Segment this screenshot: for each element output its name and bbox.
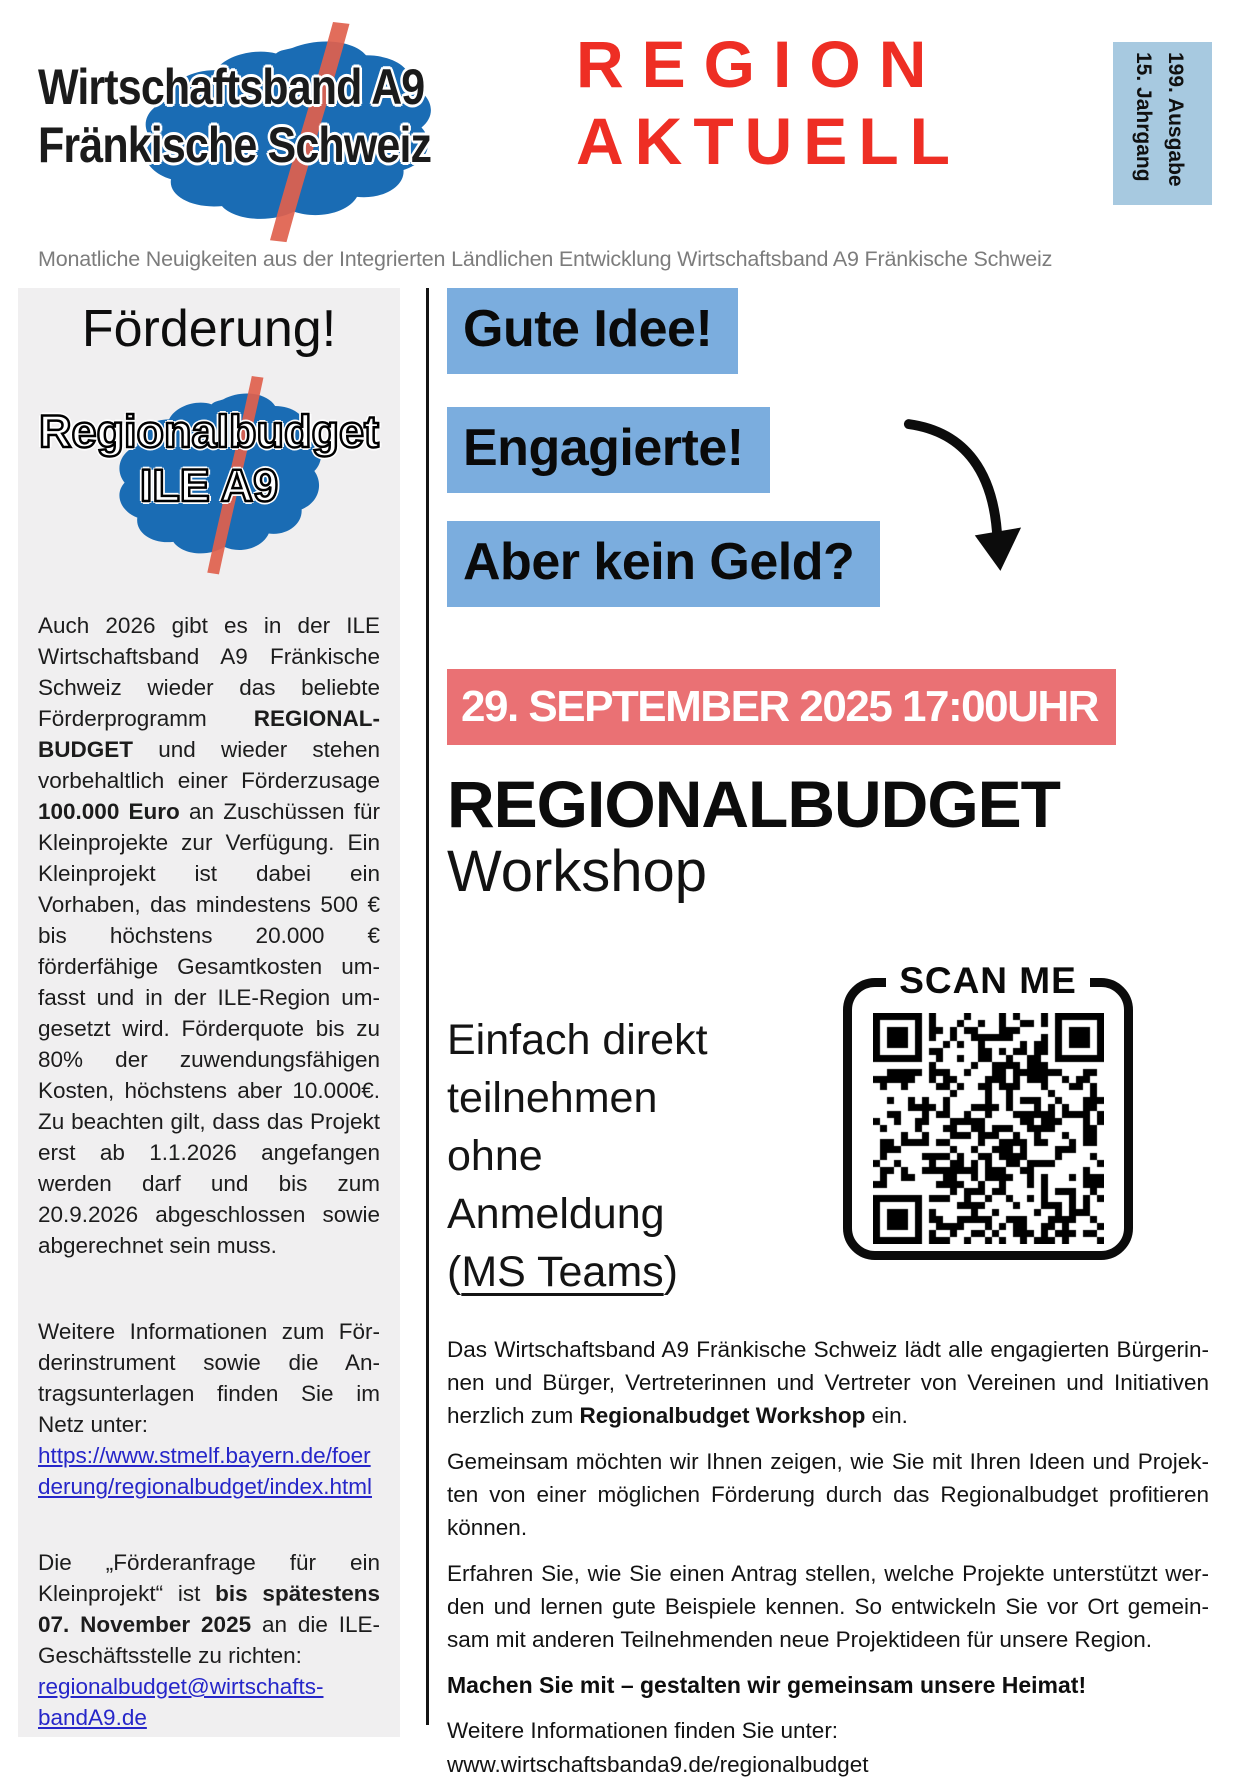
issue-info-box	[1113, 42, 1212, 205]
column-divider	[426, 288, 429, 1725]
workshop-title: REGIONALBUDGET	[447, 767, 1060, 841]
qr-code-block	[843, 960, 1133, 1260]
highlight-engagierte: Engagierte!	[447, 407, 770, 493]
invite-paragraph: Das Wirtschaftsband A9 Fränkische Schweiz lädt alle engagierten Bürgerinnen und Bürger, Vertreterinnen und Vertreter von Vereinen und Initiativen herzlich zum Regionalbudget Workshop ein.	[447, 1337, 1209, 1428]
masthead-line2: AKTUELL	[576, 104, 961, 178]
funding-column	[18, 288, 400, 1737]
date-banner: 29. SEPTEMBER 2025 17:00UHR	[447, 669, 1116, 745]
workshop-paragraphs	[447, 1333, 1209, 1782]
workshop-subtitle: Workshop	[447, 839, 708, 904]
benefit-paragraph: Gemeinsam möchten wir Ihnen zeigen, wie Sie mit Ihren Ideen und Projekten von einer möglichen Förderung durch das Regionalbudget profitieren können.	[447, 1449, 1209, 1540]
join-instructions: Einfach direkt teilnehmen ohne Anmeldung (MS Teams)	[447, 1016, 708, 1296]
funding-deadline-paragraph: Die „Förderanfrage für ein Kleinprojekt“ ist bis spätestens 07. November 2025 an die ILE-Geschäftsstelle zu richten: regionalbudget@wirtschaftsbandA9.de	[38, 1550, 380, 1730]
call-to-action: Machen Sie mit – gestalten wir gemeinsam unsere Heimat!	[447, 1672, 1087, 1698]
regionalbudget-badge	[18, 362, 400, 578]
scan-me-label: SCAN ME	[899, 960, 1077, 1001]
ms-teams-link[interactable]: MS Teams	[461, 1248, 664, 1296]
org-name	[38, 58, 431, 174]
learn-paragraph: Erfahren Sie, wie Sie einen Antrag stellen, welche Projekte unterstützt werden und lernen gute Beispiele kennen. So entwickeln Sie vor Ort gemeinsam mit anderen Teilnehmenden neue Projektideen für unsere Region.	[447, 1561, 1209, 1652]
regionalbudget-email-link[interactable]: regionalbudget@wirtschaftsbandA9.de	[38, 1674, 324, 1730]
qr-code	[873, 1013, 1104, 1244]
funding-body	[38, 610, 380, 1733]
org-name-line2: Fränkische Schweiz	[38, 117, 432, 173]
issue-number: 199. Ausgabe	[1164, 52, 1187, 187]
funding-intro-paragraph: Auch 2026 gibt es in der ILE Wirtschaftsband A9 Fränkische Schweiz wieder das beliebte Förderprogramm REGIONALBUDGET und wieder stehen vorbehaltlich einer Förderzusage 100.000 Euro an Zuschüssen für Kleinprojekte zur Verfügung. Ein Kleinprojekt ist dabei ein Vorhaben, das mindestens 500 € bis höchstens 20.000 € förderfähige Gesamtkosten umfasst und in der ILE-Region umgesetzt wird. Förderquote bis zu 80% der zuwendungsfähigen Kosten, höchstens aber 10.000€. Zu beachten gilt, dass das Projekt erst ab 1.1.2026 angefangen werden darf und bis zum 20.9.2026 abgeschlossen sowie abgerechnet sein muss.	[38, 613, 380, 1258]
masthead-line1: REGION	[576, 27, 945, 101]
issue-year: 15. Jahrgang	[1132, 52, 1155, 182]
funding-info-paragraph: Weitere Informationen zum Förderinstrument sowie die Antragsunterlagen finden Sie im Netz unter: https://www.stmelf.bayern.de/foerderung/regionalbudget/index.html	[38, 1319, 380, 1499]
website-link[interactable]: www.wirtschaftsbanda9.de/regionalbudget	[447, 1752, 869, 1777]
org-name-line1: Wirtschaftsband A9	[38, 59, 425, 115]
more-info: Weitere Informationen finden Sie unter: www.wirtschaftsbanda9.de/regionalbudget	[447, 1718, 869, 1777]
badge-line2: ILE A9	[139, 460, 279, 511]
masthead-title	[576, 26, 961, 180]
highlight-gute-idee: Gute Idee!	[447, 288, 738, 374]
highlight-kein-geld: Aber kein Geld?	[447, 521, 880, 607]
arrow-down-right-icon	[899, 416, 1027, 574]
stmelf-link[interactable]: https://www.stmelf.bayern.de/foerderung/regionalbudget/index.html	[38, 1443, 372, 1499]
newsletter-tagline: Monatliche Neuigkeiten aus der Integrierten Ländlichen Entwicklung Wirtschaftsband A9 Fränkische Schweiz	[38, 247, 1053, 271]
badge-line1: Regionalbudget	[39, 406, 379, 457]
funding-title: Förderung!	[81, 300, 337, 358]
workshop-column	[447, 288, 1209, 1782]
org-logo	[38, 22, 478, 247]
